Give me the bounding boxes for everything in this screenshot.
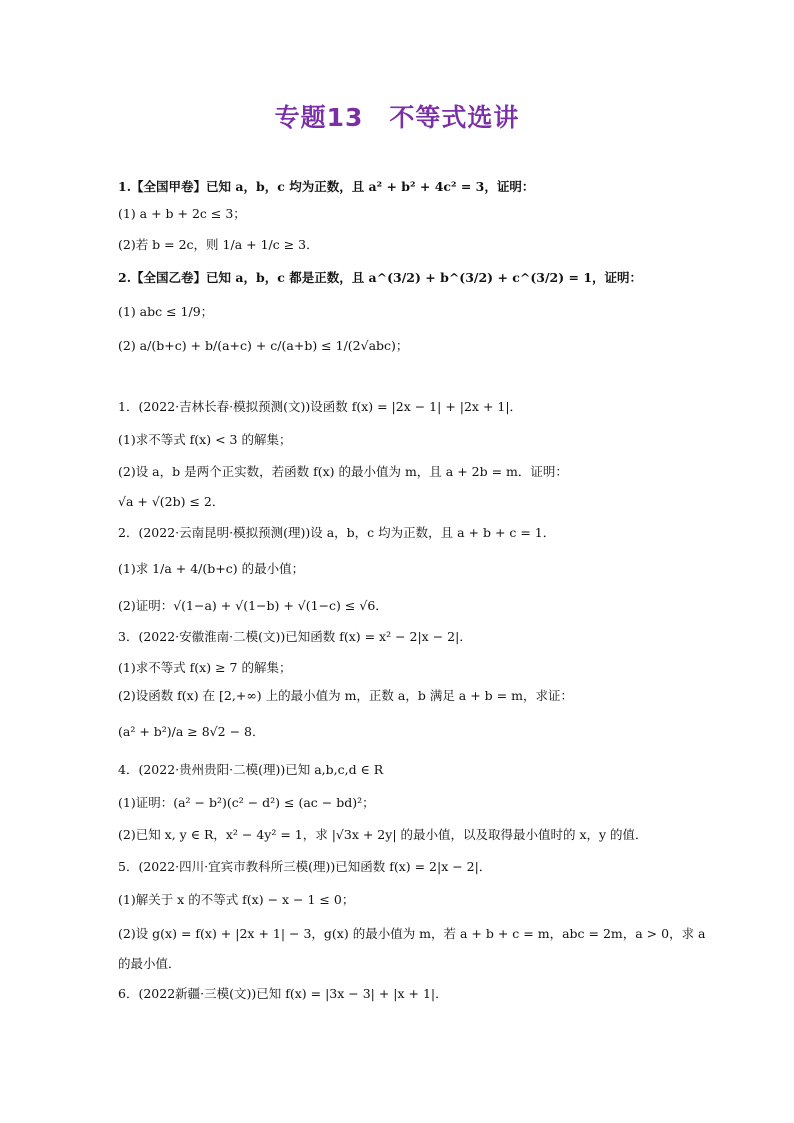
exercise-3-part-1: (1)求不等式 f(x) ≥ 7 的解集； — [118, 660, 292, 675]
exercise-1-part-2-cont: √a + √(2b) ≤ 2． — [118, 494, 225, 509]
exercise-2-part-2: (2)证明：√(1−a) + √(1−b) + √(1−c) ≤ √6． — [118, 598, 388, 613]
exercise-5-part-2: (2)设 g(x) = f(x) + |2x + 1| − 3，g(x) 的最小值为 m，若 a + b + c = m，abc = 2m，a > 0，求 a — [118, 926, 706, 941]
exercise-3-part-2-cont: (a² + b²)/a ≥ 8√2 − 8． — [118, 724, 265, 739]
problem-2-stem: 2.【全国乙卷】已知 a，b，c 都是正数，且 a^(3/2) + b^(3/2) + c^(3/2) = 1，证明： — [118, 270, 643, 285]
exercise-5-stem: 5．(2022·四川·宜宾市教科所三模(理))已知函数 f(x) = 2|x − 2|． — [118, 859, 492, 874]
exercise-1-part-2: (2)设 a，b 是两个正实数，若函数 f(x) 的最小值为 m，且 a + 2b = m．证明： — [118, 464, 568, 479]
exercise-3-stem: 3．(2022·安徽淮南·二模(文))已知函数 f(x) = x² − 2|x − 2|． — [118, 629, 472, 644]
problem-2-part-1: (1) abc ≤ 1/9； — [118, 304, 214, 319]
exercise-2-stem: 2．(2022·云南昆明·模拟预测(理))设 a，b，c 均为正数，且 a + b + c = 1． — [118, 525, 556, 540]
exercise-4-stem: 4．(2022·贵州贵阳·二模(理))已知 a,b,c,d ∈ R — [118, 762, 384, 777]
problem-1-part-1: (1) a + b + 2c ≤ 3； — [118, 206, 246, 221]
page-title: 专题13 不等式选讲 — [274, 103, 520, 132]
exercise-5-part-2-cont: 的最小值． — [118, 956, 181, 971]
exercise-1-stem: 1．(2022·吉林长春·模拟预测(文))设函数 f(x) = |2x − 1| + |2x + 1|． — [118, 399, 523, 414]
exercise-6-stem: 6．(2022新疆·三模(文))已知 f(x) = |3x − 3| + |x + 1|． — [118, 986, 448, 1001]
exercise-1-part-1: (1)求不等式 f(x) < 3 的解集； — [118, 432, 292, 447]
exercise-3-part-2: (2)设函数 f(x) 在 [2,+∞) 上的最小值为 m，正数 a，b 满足 a + b = m，求证： — [118, 688, 573, 703]
exercise-5-part-1: (1)解关于 x 的不等式 f(x) − x − 1 ≤ 0； — [118, 892, 355, 907]
exercise-4-part-1: (1)证明：(a² − b²)(c² − d²) ≤ (ac − bd)²； — [118, 795, 375, 810]
exercise-2-part-1: (1)求 1/a + 4/(b+c) 的最小值； — [118, 561, 305, 576]
problem-1-part-2: (2)若 b = 2c，则 1/a + 1/c ≥ 3． — [118, 237, 319, 252]
problem-2-part-2: (2) a/(b+c) + b/(a+c) + c/(a+b) ≤ 1/(2√abc)； — [118, 338, 409, 353]
problem-1-stem: 1.【全国甲卷】已知 a，b，c 均为正数，且 a² + b² + 4c² = 3，证明： — [118, 179, 535, 194]
exercise-4-part-2: (2)已知 x, y ∈ R，x² − 4y² = 1，求 |√3x + 2y| 的最小值，以及取得最小值时的 x，y 的值． — [118, 827, 648, 842]
